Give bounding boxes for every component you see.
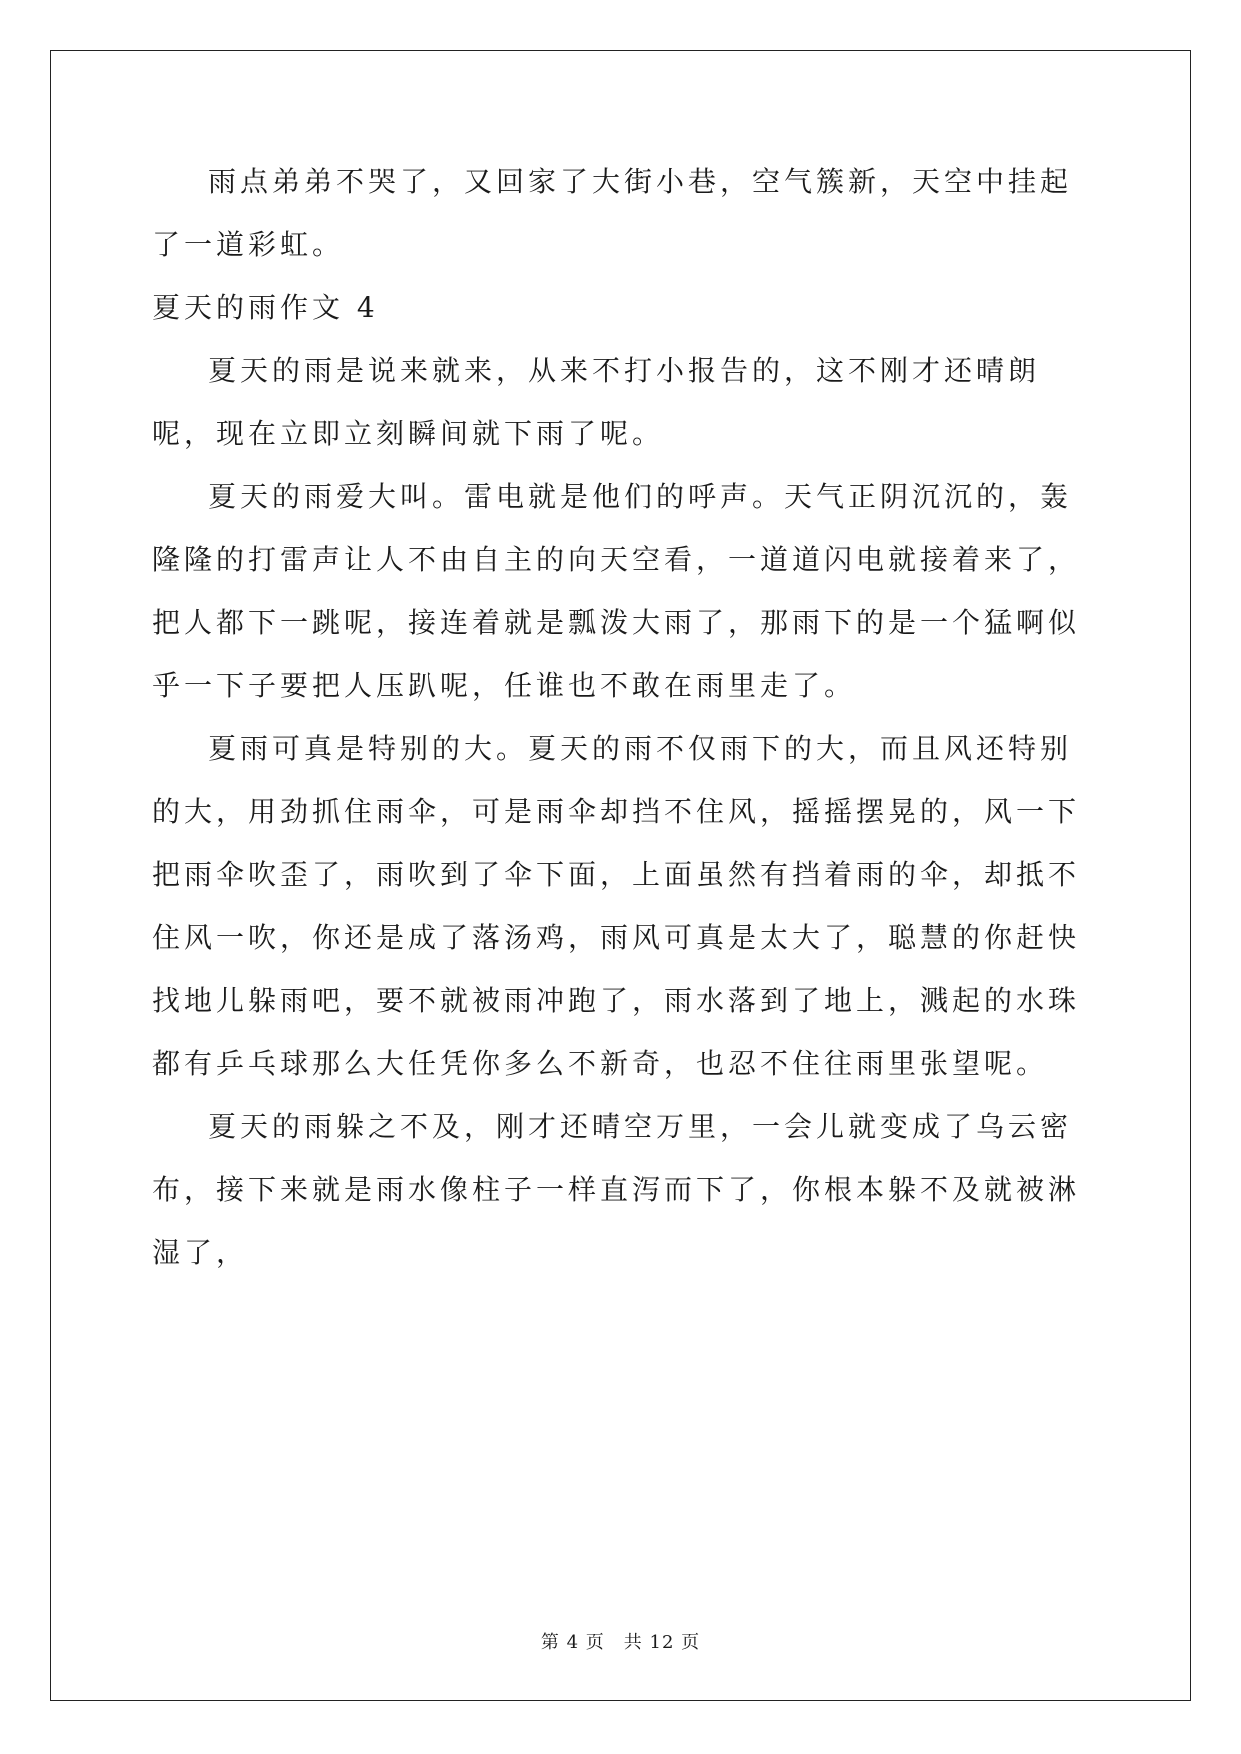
paragraph: 夏天的雨爱大叫。雷电就是他们的呼声。天气正阴沉沉的，轰隆隆的打雷声让人不由自主的向天空看，一道道闪电就接着来了，把人都下一跳呢，接连着就是瓢泼大雨了，那雨下的是一个猛啊似乎一下子要把人压趴呢，任谁也不敢在雨里走了。 [152, 480, 1081, 702]
paragraph: 夏雨可真是特别的大。夏天的雨不仅雨下的大，而且风还特别的大，用劲抓住雨伞，可是雨伞却挡不住风，摇摇摆晃的，风一下把雨伞吹歪了，雨吹到了伞下面，上面虽然有挡着雨的伞，却抵不住风一吹，你还是成了落汤鸡，雨风可真是太大了，聪慧的你赶快找地儿躲雨吧，要不就被雨冲跑了，雨水落到了地上，溅起的水珠都有乒乓球那么大任凭你多么不新奇，也忍不住往雨里张望呢。 [152, 732, 1081, 1080]
paragraph: 夏天的雨躲之不及，刚才还晴空万里，一会儿就变成了乌云密布，接下来就是雨水像柱子一样直泻而下了，你根本躲不及就被淋湿了， [152, 1110, 1081, 1269]
paragraph: 雨点弟弟不哭了，又回家了大街小巷，空气簇新，天空中挂起了一道彩虹。 [152, 165, 1073, 261]
section-heading: 夏天的雨作文 4 [152, 291, 379, 324]
document-body [152, 150, 1092, 1284]
page-footer: 第 4 页 共 12 页 [540, 1632, 701, 1653]
paragraph: 夏天的雨是说来就来，从来不打小报告的，这不刚才还晴朗呢，现在立即立刻瞬间就下雨了呢。 [152, 354, 1041, 450]
